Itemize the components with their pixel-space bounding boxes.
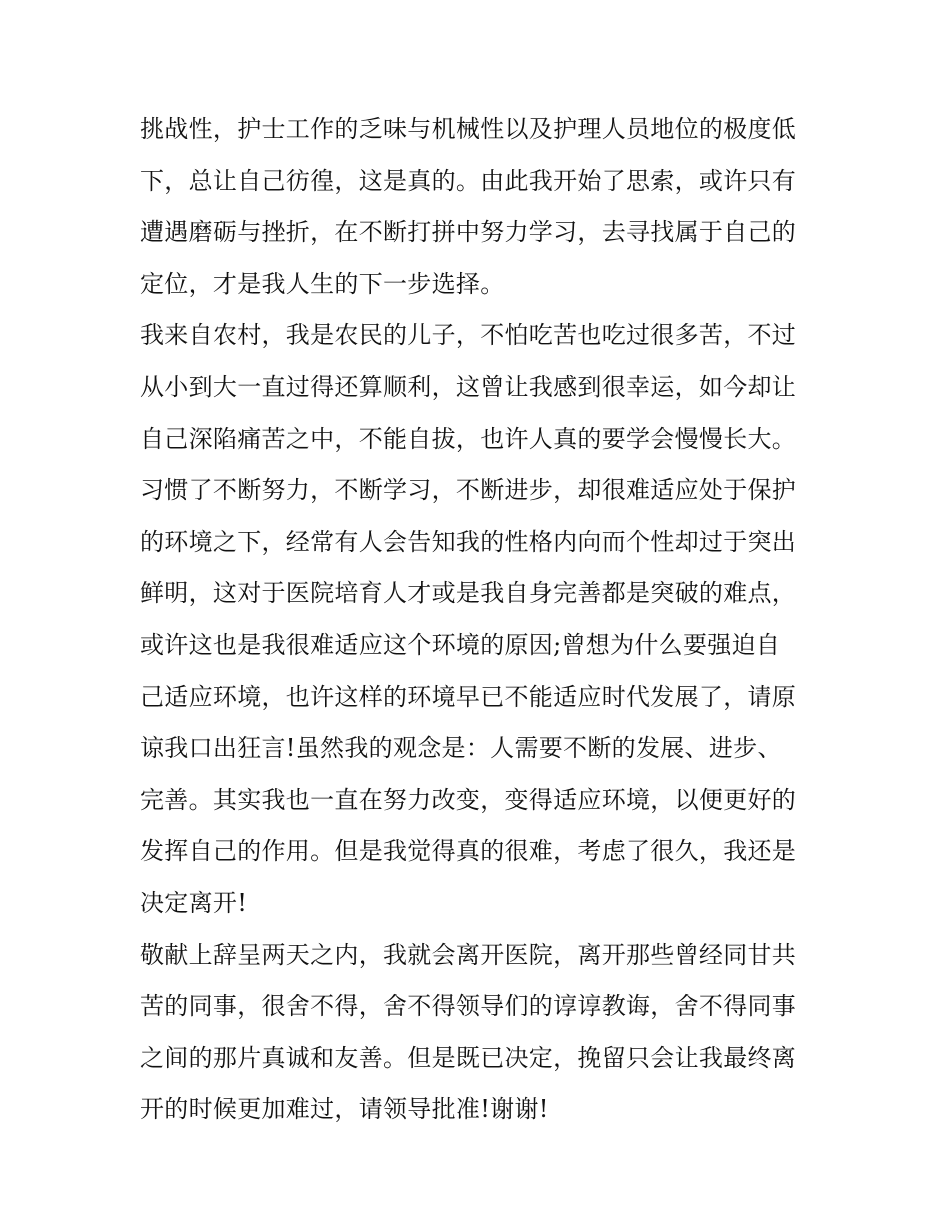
text-line: 完善。其实我也一直在努力改变，变得适应环境，以便更好的 — [140, 785, 797, 814]
text-line: 决定离开! — [140, 888, 248, 917]
text-line: 从小到大一直过得还算顺利，这曾让我感到很幸运，如今却让 — [140, 372, 797, 401]
text-line: 谅我口出狂言!虽然我的观念是：人需要不断的发展、进步、 — [140, 734, 782, 763]
text-line: 己适应环境，也许这样的环境早已不能适应时代发展了，请原 — [140, 682, 797, 711]
text-line: 发挥自己的作用。但是我觉得真的很难，考虑了很久，我还是 — [140, 837, 797, 866]
text-line: 定位，才是我人生的下一步选择。 — [140, 269, 505, 298]
text-line: 或许这也是我很难适应这个环境的原因;曾想为什么要强迫自 — [140, 630, 781, 659]
text-line: 下，总让自己彷徨，这是真的。由此我开始了思索，或许只有 — [140, 166, 797, 195]
document-body — [140, 104, 812, 1136]
text-line: 苦的同事，很舍不得，舍不得领导们的谆谆教诲，舍不得同事 — [140, 992, 797, 1021]
text-line: 的环境之下，经常有人会告知我的性格内向而个性却过于突出 — [140, 527, 797, 556]
text-line: 敬献上辞呈两天之内，我就会离开医院，离开那些曾经同甘共 — [140, 940, 797, 969]
text-line: 自己深陷痛苦之中，不能自拔，也许人真的要学会慢慢长大。 — [140, 424, 797, 453]
text-line: 之间的那片真诚和友善。但是既已决定，挽留只会让我最终离 — [140, 1043, 797, 1072]
text-line: 我来自农村，我是农民的儿子，不怕吃苦也吃过很多苦，不过 — [140, 321, 797, 350]
text-line: 习惯了不断努力，不断学习，不断进步，却很难适应处于保护 — [140, 476, 797, 505]
text-line: 遭遇磨砺与挫折，在不断打拼中努力学习，去寻找属于自己的 — [140, 218, 797, 247]
text-line: 鲜明，这对于医院培育人才或是我自身完善都是突破的难点， — [140, 579, 797, 608]
text-line: 开的时候更加难过，请领导批准!谢谢! — [140, 1095, 549, 1124]
text-line: 挑战性，护士工作的乏味与机械性以及护理人员地位的极度低 — [140, 115, 797, 143]
